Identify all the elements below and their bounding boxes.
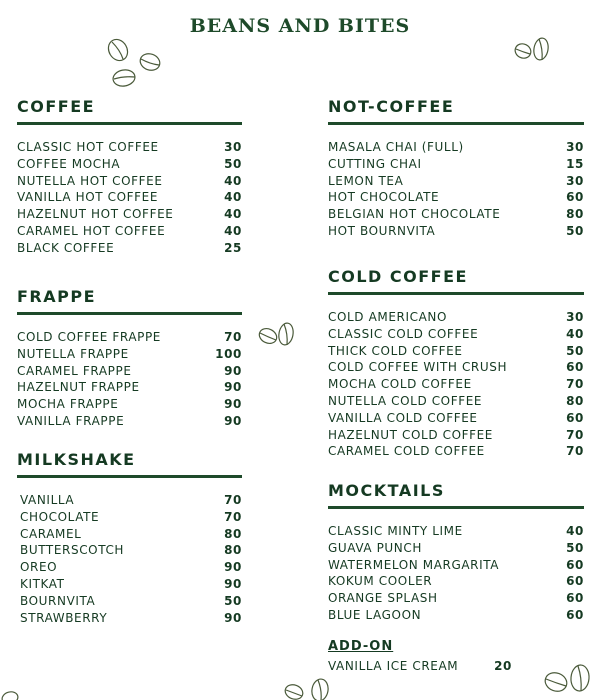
menu-item-name: BLUE LAGOON bbox=[328, 607, 422, 622]
menu-item-name: CHOCOLATE bbox=[20, 509, 100, 524]
menu-item bbox=[20, 610, 242, 627]
menu-item bbox=[20, 492, 242, 509]
menu-item-name: VANILLA COLD COFFEE bbox=[328, 410, 478, 425]
menu-item bbox=[328, 309, 584, 326]
menu-item bbox=[328, 607, 584, 624]
menu-item bbox=[20, 509, 242, 526]
section-heading: FRAPPE bbox=[17, 287, 242, 315]
menu-item-price: 60 bbox=[566, 591, 584, 606]
menu-item-price: 15 bbox=[566, 156, 584, 171]
menu-item-name: CARAMEL bbox=[20, 526, 82, 541]
menu-item-price: 70 bbox=[566, 377, 584, 392]
menu-item-name: MASALA CHAI (FULL) bbox=[328, 140, 464, 154]
menu-item-price: 50 bbox=[566, 343, 584, 358]
menu-item bbox=[17, 189, 242, 206]
menu-item bbox=[328, 206, 584, 223]
menu-item-name: CARAMEL HOT COFFEE bbox=[17, 223, 166, 238]
menu-item-price: 60 bbox=[566, 410, 584, 425]
menu-item-price: 90 bbox=[224, 363, 242, 378]
menu-item-name: MOCHA COLD COFFEE bbox=[328, 377, 472, 392]
section-heading: COFFEE bbox=[17, 97, 242, 125]
menu-item-name: HAZELNUT FRAPPE bbox=[17, 380, 140, 395]
menu-item-name: THICK COLD COFFEE bbox=[328, 343, 463, 358]
menu-item bbox=[20, 559, 242, 576]
menu-item bbox=[328, 223, 584, 240]
menu-item-name: HAZELNUT HOT COFFEE bbox=[17, 207, 174, 222]
coffee-bean-icon bbox=[512, 36, 552, 64]
menu-item bbox=[328, 326, 584, 343]
menu-item bbox=[328, 658, 512, 675]
menu-item-name: BUTTERSCOTCH bbox=[20, 543, 125, 558]
section-heading: MILKSHAKE bbox=[17, 450, 242, 478]
menu-item bbox=[328, 523, 584, 540]
coffee-bean-icon bbox=[256, 320, 298, 350]
menu-item bbox=[328, 189, 584, 206]
menu-item bbox=[17, 396, 242, 413]
menu-item bbox=[17, 329, 242, 346]
menu-item-name: COLD AMERICANO bbox=[328, 310, 447, 324]
menu-item-name: CLASSIC MINTY LIME bbox=[328, 524, 463, 538]
menu-item bbox=[328, 427, 584, 444]
menu-item-name: NUTELLA COLD COFFEE bbox=[328, 393, 483, 408]
section-heading: NOT-COFFEE bbox=[328, 97, 584, 125]
menu-item-name: HAZELNUT COLD COFFEE bbox=[328, 427, 493, 442]
menu-item bbox=[328, 393, 584, 410]
menu-item-name: VANILLA HOT COFFEE bbox=[17, 190, 159, 205]
menu-item bbox=[17, 363, 242, 380]
menu-item bbox=[17, 206, 242, 223]
menu-item bbox=[328, 557, 584, 574]
menu-item bbox=[20, 593, 242, 610]
menu-item-price: 50 bbox=[224, 156, 242, 171]
menu-item-price: 40 bbox=[566, 326, 584, 341]
section-heading: ADD-ON bbox=[328, 639, 394, 654]
section-milkshake bbox=[17, 450, 242, 626]
menu-item bbox=[17, 240, 242, 257]
menu-item-price: 70 bbox=[566, 427, 584, 442]
menu-item-price: 50 bbox=[566, 540, 584, 555]
menu-item-price: 30 bbox=[566, 310, 584, 324]
menu-item-price: 40 bbox=[224, 223, 242, 238]
menu-item-name: NUTELLA FRAPPE bbox=[17, 346, 129, 361]
menu-title: BEANS AND BITES bbox=[189, 15, 411, 37]
coffee-bean-icon bbox=[540, 660, 596, 700]
menu-item-price: 20 bbox=[494, 659, 512, 673]
menu-item-name: CARAMEL FRAPPE bbox=[17, 363, 132, 378]
menu-item-price: 30 bbox=[566, 173, 584, 188]
menu-item-price: 60 bbox=[566, 557, 584, 572]
menu-item-price: 90 bbox=[224, 380, 242, 395]
menu-item-price: 70 bbox=[566, 444, 584, 459]
menu-item-price: 90 bbox=[224, 397, 242, 412]
section-mocktails bbox=[328, 481, 584, 624]
menu-item-price: 80 bbox=[224, 526, 242, 541]
section-heading: MOCKTAILS bbox=[328, 481, 584, 509]
section-cold-coffee bbox=[328, 267, 584, 460]
menu-item-price: 50 bbox=[566, 223, 584, 238]
menu-item bbox=[17, 379, 242, 396]
menu-item bbox=[328, 343, 584, 360]
menu-item bbox=[17, 156, 242, 173]
menu-item-price: 80 bbox=[566, 393, 584, 408]
item-list bbox=[17, 329, 242, 430]
menu-item bbox=[17, 139, 242, 156]
menu-item-name: COLD COFFEE FRAPPE bbox=[17, 330, 161, 344]
menu-item-name: NUTELLA HOT COFFEE bbox=[17, 173, 163, 188]
menu-item-price: 40 bbox=[566, 524, 584, 538]
menu-item bbox=[17, 346, 242, 363]
menu-item-price: 100 bbox=[215, 346, 242, 361]
menu-item bbox=[328, 139, 584, 156]
menu-item-name: COLD COFFEE WITH CRUSH bbox=[328, 360, 508, 375]
menu-item-price: 40 bbox=[224, 190, 242, 205]
menu-item-price: 60 bbox=[566, 360, 584, 375]
section-coffee bbox=[17, 97, 242, 257]
menu-item-price: 30 bbox=[224, 140, 242, 154]
menu-item-price: 70 bbox=[224, 330, 242, 344]
menu-item-price: 60 bbox=[566, 607, 584, 622]
menu-item bbox=[328, 359, 584, 376]
menu-item bbox=[328, 376, 584, 393]
menu-item bbox=[328, 156, 584, 173]
menu-item bbox=[328, 540, 584, 557]
menu-item bbox=[328, 590, 584, 607]
menu-item-name: VANILLA ICE CREAM bbox=[328, 659, 459, 673]
menu-item-price: 30 bbox=[566, 140, 584, 154]
menu-item bbox=[328, 573, 584, 590]
menu-item-price: 80 bbox=[224, 543, 242, 558]
menu-item-name: CLASSIC HOT COFFEE bbox=[17, 140, 159, 154]
menu-item-name: CUTTING CHAI bbox=[328, 156, 422, 171]
menu-item-name: WATERMELON MARGARITA bbox=[328, 557, 500, 572]
menu-item-price: 70 bbox=[224, 509, 242, 524]
section-add-on bbox=[328, 639, 512, 675]
menu-item-name: STRAWBERRY bbox=[20, 610, 108, 625]
menu-item-name: HOT CHOCOLATE bbox=[328, 190, 440, 205]
menu-item-name: OREO bbox=[20, 560, 58, 575]
menu-item bbox=[20, 576, 242, 593]
menu-item-name: CARAMEL COLD COFFEE bbox=[328, 444, 485, 459]
menu-item bbox=[328, 410, 584, 427]
menu-item-name: BLACK COFFEE bbox=[17, 240, 115, 255]
menu-item-price: 60 bbox=[566, 190, 584, 205]
menu-item-name: HOT BOURNVITA bbox=[328, 223, 436, 238]
menu-item-price: 50 bbox=[224, 593, 242, 608]
menu-item-price: 70 bbox=[224, 493, 242, 507]
menu-item-name: CLASSIC COLD COFFEE bbox=[328, 326, 479, 341]
menu-item-price: 40 bbox=[224, 173, 242, 188]
item-list bbox=[328, 309, 584, 460]
menu-item-name: BOURNVITA bbox=[20, 593, 96, 608]
item-list bbox=[328, 139, 584, 240]
section-heading: COLD COFFEE bbox=[328, 267, 584, 295]
coffee-bean-icon bbox=[0, 688, 24, 700]
menu-item-price: 40 bbox=[224, 207, 242, 222]
menu-item-name: VANILLA bbox=[20, 493, 75, 507]
menu-item-name: KOKUM COOLER bbox=[328, 574, 433, 589]
menu-item-price: 90 bbox=[224, 413, 242, 428]
coffee-bean-icon bbox=[280, 676, 336, 700]
menu-item-price: 90 bbox=[224, 576, 242, 591]
menu-item-name: LEMON TEA bbox=[328, 173, 404, 188]
item-list bbox=[17, 139, 242, 257]
menu-item bbox=[17, 413, 242, 430]
menu-item-price: 60 bbox=[566, 574, 584, 589]
item-list bbox=[17, 492, 242, 626]
item-list bbox=[328, 523, 584, 624]
menu-item bbox=[20, 526, 242, 543]
coffee-bean-icon bbox=[104, 38, 166, 90]
menu-item-name: GUAVA PUNCH bbox=[328, 540, 422, 555]
menu-item-price: 25 bbox=[224, 240, 242, 255]
menu-item-price: 90 bbox=[224, 610, 242, 625]
menu-item-name: BELGIAN HOT CHOCOLATE bbox=[328, 207, 501, 222]
menu-item-name: COFFEE MOCHA bbox=[17, 156, 121, 171]
section-not-coffee bbox=[328, 97, 584, 240]
menu-item-price: 80 bbox=[566, 207, 584, 222]
menu-item-name: MOCHA FRAPPE bbox=[17, 397, 119, 412]
menu-item-price: 90 bbox=[224, 560, 242, 575]
menu-item-name: VANILLA FRAPPE bbox=[17, 413, 125, 428]
menu-item bbox=[17, 173, 242, 190]
menu-item bbox=[20, 542, 242, 559]
menu-item bbox=[17, 223, 242, 240]
section-frappe bbox=[17, 287, 242, 430]
menu-item bbox=[328, 173, 584, 190]
item-list bbox=[328, 658, 512, 675]
menu-item-name: KITKAT bbox=[20, 576, 65, 591]
menu-item bbox=[328, 443, 584, 460]
menu-item-name: ORANGE SPLASH bbox=[328, 591, 438, 606]
